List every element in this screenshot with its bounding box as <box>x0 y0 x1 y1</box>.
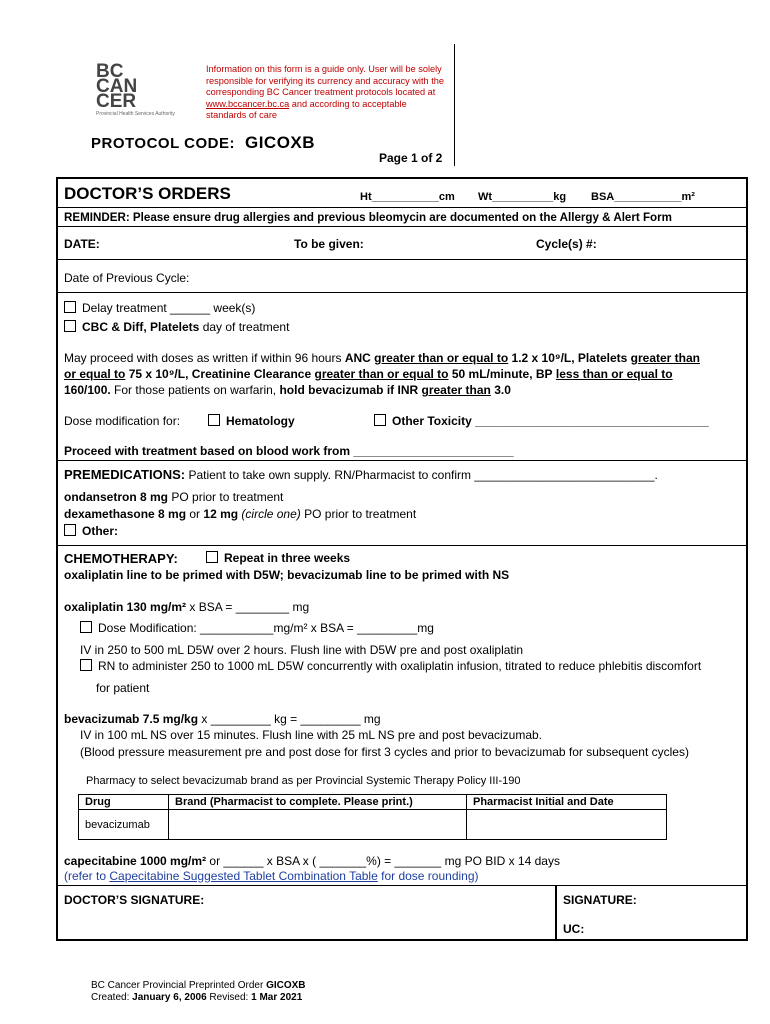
title-row <box>58 179 746 207</box>
rn-administer[interactable]: RN to administer 250 to 1000 mL D5W concurrently with oxaliplatin infusion, titrated to reduce phlebitis discomfort <box>80 659 701 673</box>
uc-field[interactable]: UC: <box>563 922 585 936</box>
proceed-line-1: May proceed with doses as written if within 96 hours ANC greater than or equal to 1.2 x 10⁹/L, Platelets greater than <box>64 351 700 365</box>
reminder-text: REMINDER: Please ensure drug allergies and previous bleomycin are documented on the Allergy & Alert Form <box>64 211 672 224</box>
other-toxicity-option[interactable]: Other Toxicity ___________________________________ <box>374 414 709 428</box>
proceed-line-3: 160/100. For those patients on warfarin, hold bevacizumab if INR greater than 3.0 <box>64 383 511 397</box>
dexamethasone-line: dexamethasone 8 mg or 12 mg (circle one) PO prior to treatment <box>64 507 417 521</box>
footer-line-2: Created: January 6, 2006 Revised: 1 Mar 2021 <box>91 992 303 1003</box>
hematology-option[interactable]: Hematology <box>208 414 295 428</box>
premed-header: PREMEDICATIONS: Patient to take own supply. RN/Pharmacist to confirm ___________________________. <box>64 467 658 482</box>
chemotherapy-section <box>58 546 746 886</box>
guide-notice: Information on this form is a guide only. User will be solely responsible for verifying its currency and accuracy with the corresponding BC Cancer treatment protocols located at www.bccancer.bc.ca and according to acceptable standards of care <box>206 64 444 120</box>
delay-checkbox[interactable] <box>64 301 76 313</box>
bevacizumab-bp: (Blood pressure measurement pre and post dose for first 3 cycles and prior to bevacizumab for subsequent cycles) <box>80 745 689 759</box>
header-divider <box>454 44 455 166</box>
capecitabine-dose[interactable]: capecitabine 1000 mg/m² or ______ x BSA x ( _______%) = _______ mg PO BID x 14 days <box>64 854 560 868</box>
repeat-checkbox[interactable] <box>206 551 218 563</box>
bc-cancer-logo <box>96 61 206 126</box>
prev-cycle-row <box>58 260 746 293</box>
weight-field[interactable]: Wt__________kg <box>478 191 567 203</box>
logo-line-3: CER <box>96 91 137 112</box>
reminder-row <box>58 207 746 227</box>
table-header-row <box>79 795 667 810</box>
proceed-bloodwork[interactable]: Proceed with treatment based on blood work from ________________________ <box>64 444 514 458</box>
date-field[interactable]: DATE: <box>64 237 100 251</box>
oxaliplatin-dose[interactable]: oxaliplatin 130 mg/m² x BSA = ________ mg <box>64 600 310 614</box>
premedications-section <box>58 461 746 546</box>
cycles-field[interactable]: Cycle(s) #: <box>536 237 597 251</box>
signature-section <box>58 886 746 939</box>
to-be-given-field[interactable]: To be given: <box>294 237 364 251</box>
table-cell-brand[interactable] <box>169 810 467 840</box>
logo-line-1: BC <box>96 61 124 82</box>
table-cell-drug: bevacizumab <box>79 810 169 840</box>
premed-other-checkbox[interactable] <box>64 524 76 536</box>
prev-cycle-field[interactable]: Date of Previous Cycle: <box>64 271 190 285</box>
prime-instruction: oxaliplatin line to be primed with D5W; bevacizumab line to be primed with NS <box>64 568 510 582</box>
doctor-signature-field[interactable]: DOCTOR’S SIGNATURE: <box>64 893 205 907</box>
chemo-header: CHEMOTHERAPY: <box>64 551 178 566</box>
date-row <box>58 227 746 260</box>
bccancer-link[interactable]: www.bccancer.bc.ca <box>206 98 290 109</box>
dose-mod-label: Dose modification for: <box>64 414 181 428</box>
bevacizumab-iv: IV in 100 mL NS over 15 minutes. Flush line with 25 mL NS pre and post bevacizumab. <box>80 728 543 742</box>
signature-divider <box>555 886 557 939</box>
table-header: Drug <box>79 795 169 810</box>
height-field[interactable]: Ht___________cm <box>360 191 455 203</box>
table-header: Pharmacist Initial and Date <box>467 795 667 810</box>
oxali-dose-mod-checkbox[interactable] <box>80 621 92 633</box>
repeat-option[interactable]: Repeat in three weeks <box>206 551 350 565</box>
capecitabine-table-link[interactable]: Capecitabine Suggested Tablet Combination Table <box>109 869 378 883</box>
logo-tagline: Provincial Health Services Authority <box>96 111 175 117</box>
proceed-line-2: or equal to 75 x 10⁹/L, Creatinine Clearance greater than or equal to 50 mL/minute, BP less than or equal to <box>64 367 673 381</box>
pharmacy-note: Pharmacy to select bevacizumab brand as per Provincial Systemic Therapy Policy III-190 <box>86 775 521 787</box>
logo-line-2: CAN <box>96 76 138 97</box>
bevacizumab-dose[interactable]: bevacizumab 7.5 mg/kg x _________ kg = _________ mg <box>64 712 381 726</box>
for-patient: for patient <box>96 681 150 695</box>
bsa-field[interactable]: BSA___________m² <box>591 191 695 203</box>
oxaliplatin-iv: IV in 250 to 500 mL D5W over 2 hours. Flush line with D5W pre and post oxaliplatin <box>80 643 524 657</box>
ondansetron-line: ondansetron 8 mg PO prior to treatment <box>64 490 284 504</box>
capecitabine-ref: (refer to Capecitabine Suggested Tablet Combination Table for dose rounding) <box>64 869 479 883</box>
hematology-checkbox[interactable] <box>208 414 220 426</box>
footer <box>91 980 306 1004</box>
delay-treatment[interactable]: Delay treatment ______ week(s) <box>64 301 255 315</box>
rn-administer-checkbox[interactable] <box>80 659 92 671</box>
premed-other[interactable]: Other: <box>64 524 118 538</box>
pharmacy-brand-table <box>78 794 667 840</box>
cbc-checkbox[interactable] <box>64 320 76 332</box>
signature-field[interactable]: SIGNATURE: <box>563 893 637 907</box>
treatment-section <box>58 293 746 461</box>
oxaliplatin-dose-mod[interactable]: Dose Modification: ___________mg/m² x BSA = _________mg <box>80 621 434 635</box>
page-number: Page 1 of 2 <box>379 151 443 165</box>
cbc-diff[interactable]: CBC & Diff, Platelets day of treatment <box>64 320 289 334</box>
doctors-orders-form <box>56 177 748 941</box>
footer-line-1: BC Cancer Provincial Preprinted Order GICOXB <box>91 980 306 991</box>
table-cell-initials[interactable] <box>467 810 667 840</box>
form-title: DOCTOR’S ORDERS <box>64 184 231 203</box>
other-toxicity-checkbox[interactable] <box>374 414 386 426</box>
protocol-code: PROTOCOL CODE: GICOXB <box>91 133 316 152</box>
table-row <box>79 810 667 840</box>
table-header: Brand (Pharmacist to complete. Please print.) <box>169 795 467 810</box>
